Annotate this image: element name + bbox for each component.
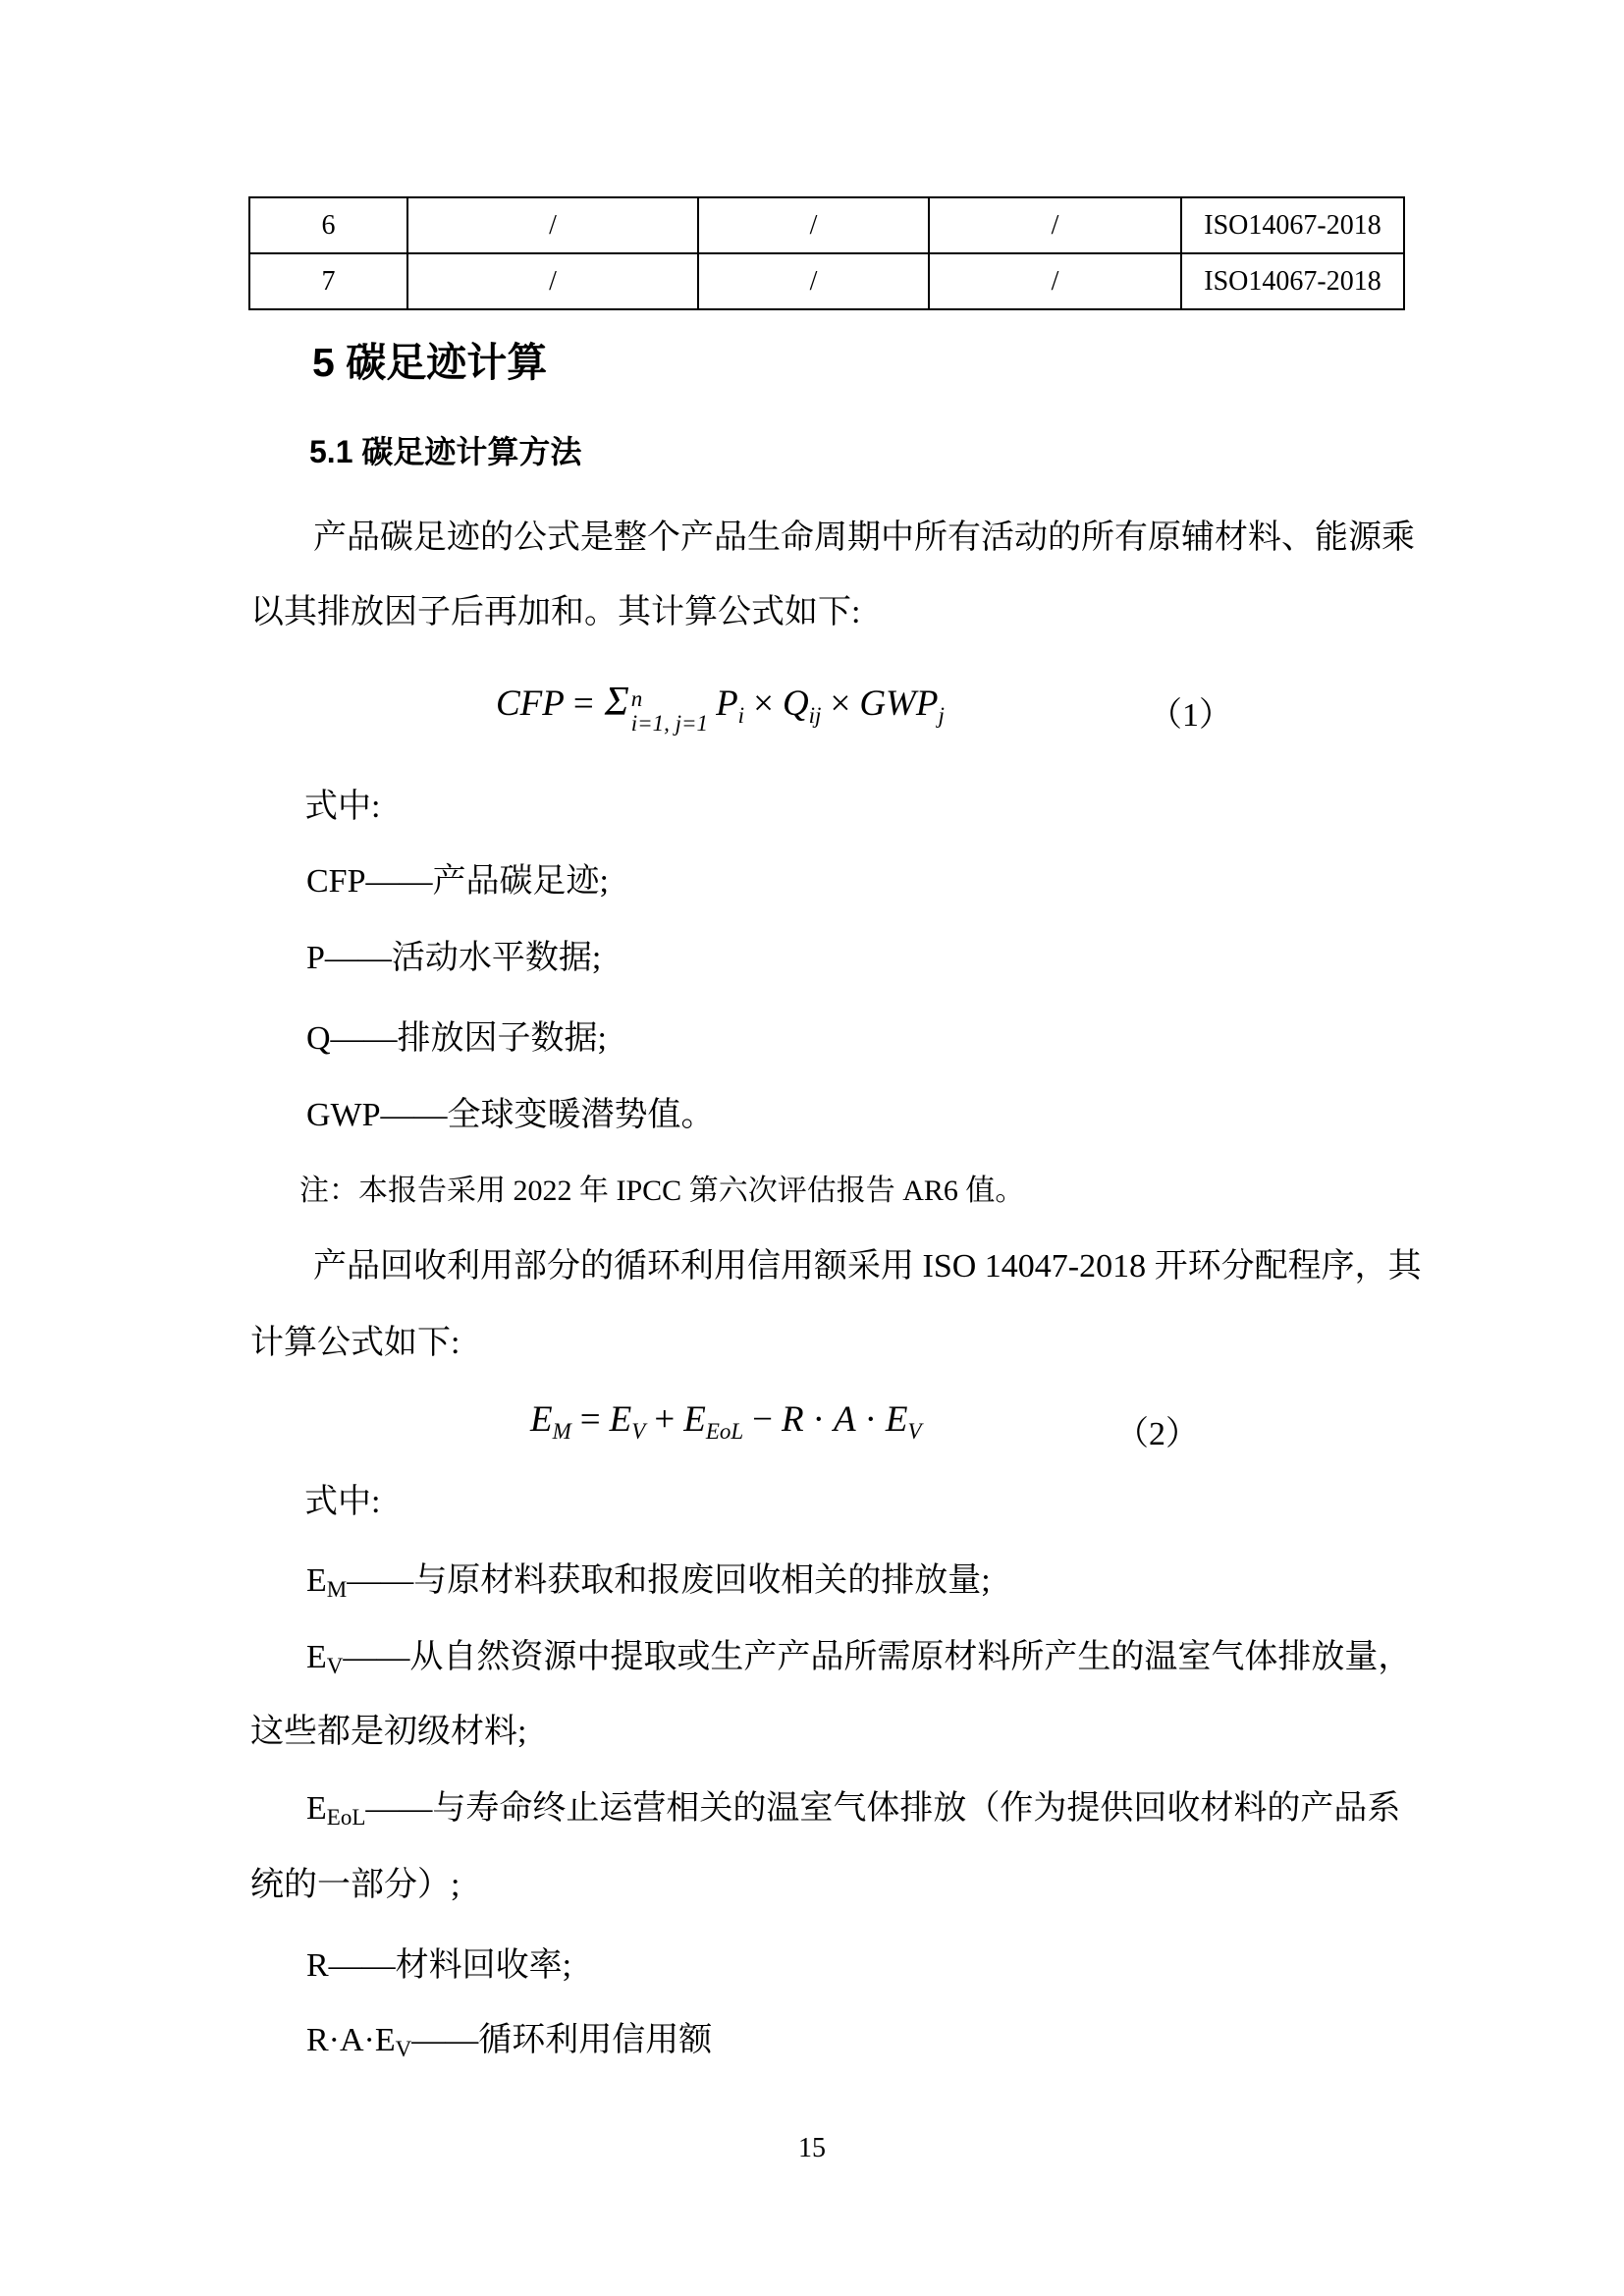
sigma-limits	[631, 687, 708, 735]
formula2-e2-sub: V	[631, 1419, 646, 1444]
table-cell: /	[407, 253, 698, 309]
table-row	[249, 197, 1404, 253]
paragraph1-line2: 以其排放因子后再加和。其计算公式如下:	[250, 594, 861, 630]
formula2-e4-sub: V	[907, 1419, 922, 1444]
sigma-symbol: Σ	[604, 680, 629, 725]
standards-table-grid	[248, 196, 1405, 310]
def-ev-text: ——从自然资源中提取或生产产品所需原材料所产生的温室气体排放量，	[343, 1639, 1412, 1675]
table-cell-standard: ISO14067-2018	[1181, 253, 1404, 309]
def-raev-text: ——循环利用信用额	[411, 2022, 713, 2058]
def-em-subscript: M	[326, 1577, 348, 1602]
minus-sign: −	[752, 1399, 774, 1440]
section-heading: 5 碳足迹计算	[312, 340, 548, 385]
note-line: 注：本报告采用 2022 年 IPCC 第六次评估报告 AR6 值。	[299, 1175, 1025, 1207]
where-clause-1: 式中:	[304, 789, 381, 825]
def-eeol-symbol: E	[306, 1790, 327, 1827]
paragraph1-line1: 产品碳足迹的公式是整个产品生命周期中所有活动的所有原辅材料、能源乘	[313, 519, 1415, 556]
def-cfp: CFP——产品碳足迹;	[306, 863, 609, 900]
equals-sign: =	[579, 1399, 601, 1440]
def-raev-subscript: V	[395, 2037, 412, 2061]
sigma-lower-limit: i=1, j=1	[630, 711, 709, 736]
standards-table	[248, 196, 1405, 310]
formula2-a: A	[833, 1399, 856, 1440]
def-em	[306, 1561, 991, 1603]
def-ev-symbol: E	[306, 1639, 327, 1675]
def-p: P——活动水平数据;	[306, 940, 602, 976]
def-gwp: GWP——全球变暖潜势值。	[306, 1097, 715, 1133]
dot-operator: ·	[864, 1399, 877, 1440]
def-em-text: ——与原材料获取和报废回收相关的排放量;	[347, 1562, 991, 1599]
def-r: R——材料回收率;	[306, 1947, 572, 1984]
plus-sign: +	[654, 1399, 676, 1440]
formula2-e1: E	[530, 1399, 553, 1440]
formula2-e2: E	[609, 1399, 632, 1440]
formula1-p: P	[716, 683, 738, 724]
formula-cfp	[496, 680, 945, 735]
sigma-upper-limit: n	[630, 686, 643, 711]
formula1-lhs: CFP	[496, 683, 565, 724]
multiply-sign: ×	[753, 683, 774, 724]
page-number: 15	[798, 2133, 826, 2163]
formula2-number: （2）	[1115, 1416, 1199, 1452]
formula1-p-sub: i	[737, 703, 745, 728]
table-cell: /	[698, 197, 929, 253]
def-q: Q——排放因子数据;	[306, 1020, 607, 1057]
multiply-sign: ×	[830, 683, 851, 724]
formula1-number: （1）	[1149, 697, 1232, 734]
table-row	[249, 253, 1404, 309]
table-cell: /	[929, 197, 1181, 253]
formula2-e4: E	[885, 1399, 908, 1440]
formula2-r: R	[782, 1399, 804, 1440]
def-eeol	[306, 1789, 1400, 1831]
dot-operator: ·	[812, 1399, 825, 1440]
formula2-e1-sub: M	[552, 1419, 571, 1444]
subsection-heading: 5.1 碳足迹计算方法	[309, 434, 582, 469]
def-eeol-text: ——与寿命终止运营相关的温室气体排放（作为提供回收材料的产品系	[365, 1790, 1401, 1827]
table-cell-index: 7	[249, 253, 407, 309]
table-cell: /	[698, 253, 929, 309]
equals-sign: =	[572, 683, 594, 724]
table-cell: /	[407, 197, 698, 253]
def-eeol-subscript: EoL	[326, 1805, 366, 1830]
def-ev-subscript: V	[326, 1654, 344, 1678]
def-raev-symbol: R·A·E	[306, 2022, 396, 2058]
def-raev	[306, 2021, 712, 2062]
formula-em	[530, 1400, 922, 1444]
formula1-q-sub: ij	[808, 703, 822, 728]
def-ev	[306, 1638, 1411, 1679]
formula2-e3: E	[683, 1399, 706, 1440]
formula2-e3-sub: EoL	[705, 1419, 744, 1444]
paragraph2-line2: 计算公式如下:	[250, 1325, 460, 1361]
def-eeol-continuation: 统的一部分）;	[250, 1867, 460, 1903]
def-ev-continuation: 这些都是初级材料;	[250, 1714, 527, 1750]
formula1-gwp-sub: j	[938, 703, 945, 728]
def-em-symbol: E	[306, 1562, 327, 1599]
table-cell-index: 6	[249, 197, 407, 253]
paragraph2-line1: 产品回收利用部分的循环利用信用额采用 ISO 14047-2018 开环分配程序，其	[313, 1248, 1422, 1285]
formula1-gwp: GWP	[859, 683, 939, 724]
table-cell-standard: ISO14067-2018	[1181, 197, 1404, 253]
formula1-q: Q	[782, 683, 809, 724]
table-cell: /	[929, 253, 1181, 309]
where-clause-2: 式中:	[304, 1484, 381, 1520]
